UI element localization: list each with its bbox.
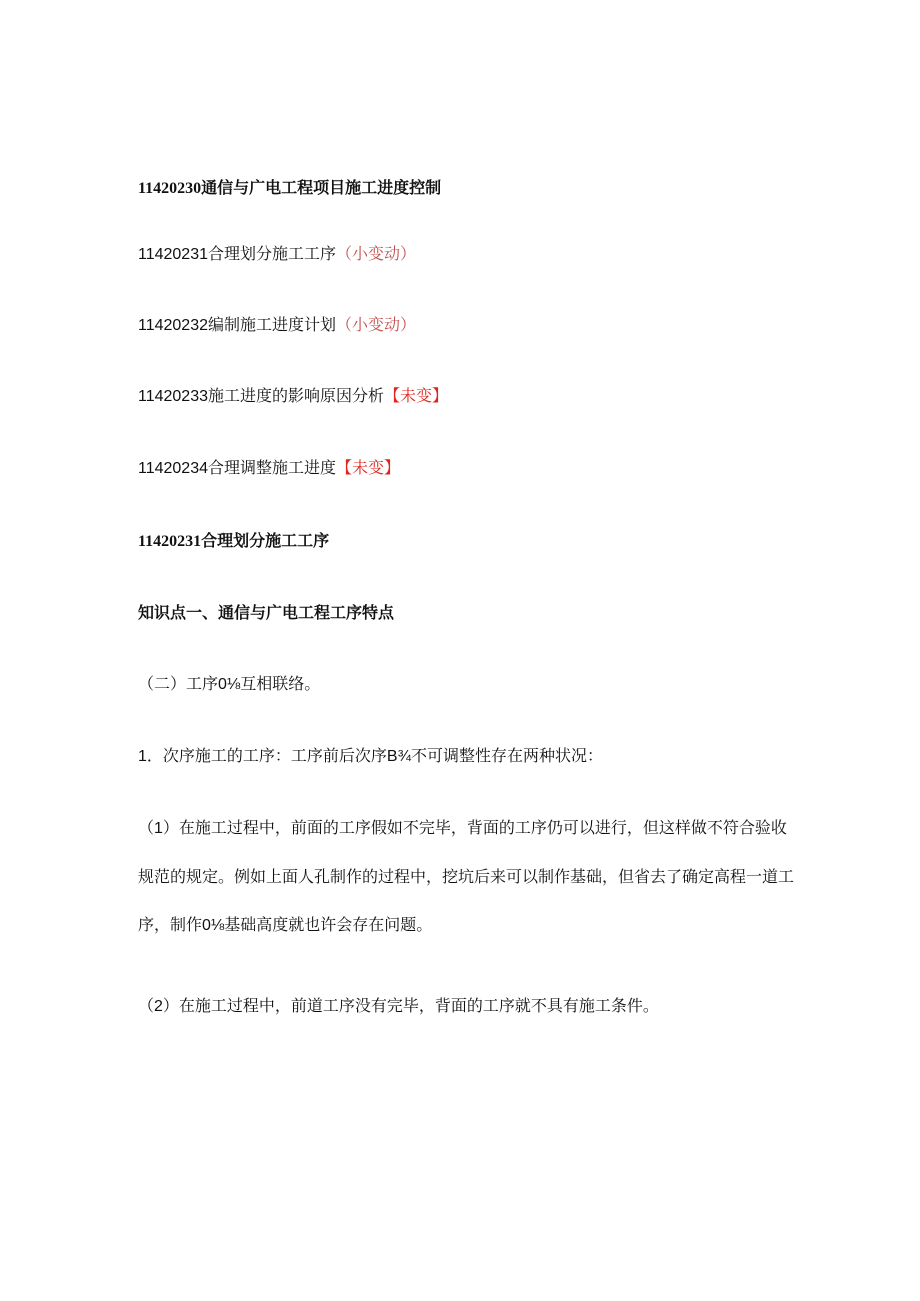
list-item-text-end: 不可调整性存在两种状况：: [410, 746, 603, 765]
section-heading: [138, 530, 329, 553]
toc-item-code: 11420234: [138, 460, 208, 477]
list-item-number: 1: [138, 748, 147, 765]
paragraph-1: [138, 804, 798, 950]
paragraph-2: [138, 995, 659, 1018]
paragraph-label: （2）: [138, 998, 179, 1015]
toc-item-tag: 【未变】: [384, 386, 449, 405]
subheading-suffix: 互相联络。: [240, 674, 321, 693]
toc-item-text: 合理划分施工工序: [208, 244, 337, 263]
toc-item-tag: （小变动）: [336, 315, 417, 334]
toc-item-3: [138, 385, 448, 408]
toc-item-text: 合理调整施工进度: [208, 458, 337, 477]
subheading-prefix: （二）工序: [138, 674, 219, 693]
toc-item-text: 编制施工进度计划: [208, 315, 337, 334]
toc-item-tag: 【未变】: [336, 458, 401, 477]
toc-item-code: 11420231: [138, 246, 208, 263]
paragraph-text-end: 基础高度就也许会存在问题。: [224, 915, 433, 934]
list-item-1: [138, 745, 603, 768]
list-item-mid: B¾: [386, 748, 411, 765]
subheading-mid: 0⅛: [218, 676, 241, 693]
toc-item-tag: （小变动）: [336, 244, 417, 263]
toc-item-text: 施工进度的影响原因分析: [208, 386, 385, 405]
toc-item-code: 11420232: [138, 317, 208, 334]
main-heading-title: 通信与广电工程项目施工进度控制: [201, 178, 442, 197]
toc-item-2: [138, 314, 416, 337]
paragraph-label: （1）: [138, 820, 179, 837]
toc-item-code: 11420233: [138, 388, 208, 405]
list-item-text: ．次序施工的工序：工序前后次序: [146, 746, 387, 765]
main-heading-code: 11420230: [138, 180, 202, 197]
knowledge-point-heading: 知识点一、通信与广电工程工序特点: [138, 603, 395, 622]
toc-item-4: [138, 457, 400, 480]
toc-item-1: [138, 243, 416, 266]
section-heading-code: 11420231: [138, 533, 202, 550]
main-heading: [138, 177, 441, 200]
paragraph-text: 在施工过程中，前面的工序假如不完毕，背面的工序仍可以进行，但这样做不符合验收规范的规定。例如上面人孔制作的过程中，挖坑后来可以制作基础，但省去了确定高程一道工序，制作: [138, 818, 795, 934]
subheading: [138, 673, 320, 696]
paragraph-text: 在施工过程中，前道工序没有完毕，背面的工序就不具有施工条件。: [178, 996, 659, 1015]
section-heading-title: 合理划分施工工序: [201, 531, 330, 550]
paragraph-mid: 0⅛: [202, 917, 225, 934]
